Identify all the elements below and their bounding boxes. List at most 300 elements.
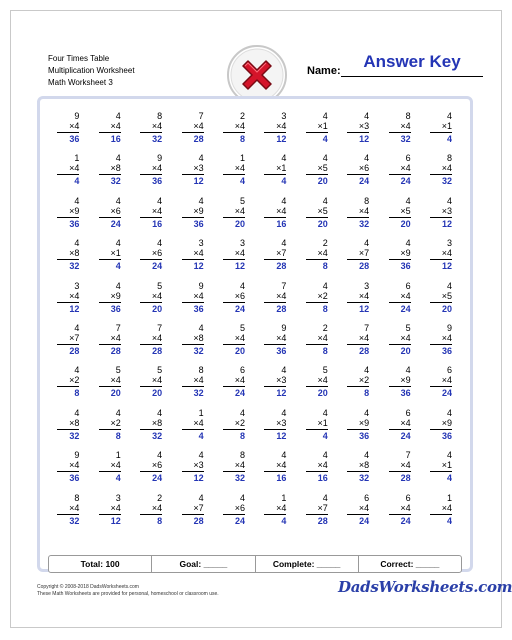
problem-answer: 16 bbox=[317, 473, 328, 484]
problem-multiplicand: 4 bbox=[198, 492, 204, 503]
problem-multiplicand: 4 bbox=[281, 365, 287, 376]
problem-item bbox=[214, 149, 255, 191]
problem-rule bbox=[182, 344, 204, 345]
problem-stack bbox=[347, 111, 369, 144]
problem-answer: 36 bbox=[441, 346, 452, 356]
title-line-1: Four Times Table bbox=[48, 54, 110, 63]
problem-item bbox=[338, 489, 379, 531]
problem-stack bbox=[306, 153, 328, 186]
problem-stack bbox=[306, 111, 328, 144]
problem-rule bbox=[306, 302, 328, 303]
problem-item bbox=[131, 404, 172, 446]
problem-answer: 36 bbox=[69, 134, 80, 144]
problem-multiplicand: 7 bbox=[157, 323, 163, 333]
problem-multiplicand: 9 bbox=[281, 323, 287, 333]
problem-stack bbox=[347, 493, 369, 526]
problem-item bbox=[214, 489, 255, 531]
problem-answer: 28 bbox=[110, 346, 121, 356]
problem-answer: 12 bbox=[193, 261, 204, 272]
problem-item bbox=[172, 361, 213, 403]
problem-multiplier: ×6 bbox=[358, 163, 370, 174]
problem-multiplier: ×4 bbox=[234, 375, 245, 386]
problem-multiplicand: 1 bbox=[74, 153, 80, 164]
problem-multiplier: ×8 bbox=[110, 163, 121, 174]
problem-stack bbox=[306, 493, 328, 526]
problem-item bbox=[421, 319, 462, 361]
problem-stack bbox=[182, 493, 204, 526]
problem-item bbox=[421, 107, 462, 149]
problem-rule bbox=[389, 174, 411, 175]
problem-multiplier: ×2 bbox=[234, 417, 245, 428]
problem-stack bbox=[182, 111, 204, 144]
problem-multiplicand: 4 bbox=[74, 365, 80, 376]
problem-multiplier: ×4 bbox=[358, 290, 370, 301]
summary-complete: Complete: _____ bbox=[256, 556, 359, 572]
problem-multiplier: ×4 bbox=[110, 375, 121, 386]
problem-answer: 24 bbox=[400, 303, 411, 314]
problem-stack bbox=[140, 238, 162, 271]
problem-item bbox=[255, 361, 296, 403]
problem-stack bbox=[306, 281, 328, 314]
problem-stack bbox=[430, 281, 452, 314]
problem-multiplier: ×8 bbox=[69, 417, 80, 428]
problem-item bbox=[172, 192, 213, 234]
problem-stack bbox=[57, 196, 79, 229]
problem-multiplier: ×4 bbox=[400, 121, 411, 131]
problem-rule bbox=[347, 386, 369, 387]
problem-answer: 20 bbox=[317, 218, 328, 229]
problem-multiplicand: 5 bbox=[239, 195, 245, 206]
problem-multiplicand: 4 bbox=[239, 492, 245, 503]
problem-answer: 4 bbox=[281, 515, 287, 526]
problem-stack bbox=[99, 408, 121, 441]
problem-multiplier: ×5 bbox=[400, 205, 411, 216]
problem-multiplier: ×4 bbox=[358, 333, 370, 343]
problem-answer: 8 bbox=[157, 515, 163, 526]
problem-stack bbox=[389, 196, 411, 229]
problem-rule bbox=[347, 514, 369, 515]
problem-rule bbox=[430, 429, 452, 430]
problem-answer: 28 bbox=[276, 303, 287, 314]
problem-item bbox=[89, 192, 130, 234]
problem-rule bbox=[223, 344, 245, 345]
problems-panel bbox=[37, 96, 473, 572]
problem-stack bbox=[264, 450, 286, 483]
problem-answer: 12 bbox=[276, 388, 287, 399]
problem-item bbox=[255, 107, 296, 149]
problem-item bbox=[131, 277, 172, 319]
problem-multiplicand: 9 bbox=[446, 323, 452, 333]
problem-stack bbox=[182, 281, 204, 314]
problem-answer: 20 bbox=[234, 346, 245, 356]
problem-rule bbox=[99, 132, 121, 133]
problem-item bbox=[89, 361, 130, 403]
problem-rule bbox=[57, 217, 79, 218]
problem-multiplicand: 9 bbox=[74, 111, 80, 121]
problem-stack bbox=[389, 365, 411, 398]
problem-rule bbox=[99, 344, 121, 345]
problem-stack bbox=[306, 323, 328, 356]
problem-stack bbox=[182, 323, 204, 356]
problem-stack bbox=[430, 238, 452, 271]
problem-item bbox=[89, 277, 130, 319]
problem-stack bbox=[389, 153, 411, 186]
problem-item bbox=[379, 319, 420, 361]
problem-multiplicand: 2 bbox=[322, 323, 328, 333]
problem-answer: 32 bbox=[152, 134, 163, 144]
problem-answer: 4 bbox=[239, 176, 245, 187]
problem-answer: 32 bbox=[69, 515, 80, 526]
problem-multiplier: ×8 bbox=[358, 460, 370, 471]
problem-multiplicand: 8 bbox=[405, 111, 411, 121]
problem-item bbox=[214, 107, 255, 149]
problem-multiplier: ×4 bbox=[110, 460, 121, 471]
problem-multiplicand: 4 bbox=[446, 195, 452, 206]
usage-notice: These Math Worksheets are provided for personal, homeschool or classroom use. bbox=[37, 591, 219, 597]
problem-multiplier: ×4 bbox=[276, 502, 287, 513]
problem-multiplicand: 1 bbox=[115, 450, 121, 461]
problem-stack bbox=[57, 238, 79, 271]
problem-stack bbox=[140, 111, 162, 144]
problem-multiplier: ×4 bbox=[276, 333, 287, 343]
problem-answer: 24 bbox=[234, 388, 245, 399]
problem-stack bbox=[99, 153, 121, 186]
problem-answer: 32 bbox=[69, 430, 80, 441]
problem-stack bbox=[264, 153, 286, 186]
problem-rule bbox=[223, 259, 245, 260]
problem-multiplicand: 4 bbox=[322, 407, 328, 418]
problem-rule bbox=[182, 302, 204, 303]
problem-rule bbox=[223, 132, 245, 133]
summary-goal: Goal: _____ bbox=[152, 556, 255, 572]
problem-multiplicand: 5 bbox=[322, 365, 328, 376]
problem-multiplier: ×2 bbox=[110, 417, 121, 428]
problem-multiplicand: 3 bbox=[74, 280, 80, 291]
problem-multiplicand: 4 bbox=[74, 407, 80, 418]
problem-stack bbox=[389, 450, 411, 483]
problem-multiplier: ×4 bbox=[400, 290, 411, 301]
problem-multiplicand: 4 bbox=[322, 492, 328, 503]
problem-rule bbox=[57, 174, 79, 175]
problem-rule bbox=[347, 344, 369, 345]
problem-item bbox=[255, 489, 296, 531]
problem-answer: 32 bbox=[152, 430, 163, 441]
problem-multiplicand: 3 bbox=[115, 492, 121, 503]
problem-multiplicand: 4 bbox=[322, 111, 328, 121]
problem-multiplicand: 4 bbox=[364, 111, 370, 121]
problem-answer: 4 bbox=[446, 134, 452, 144]
problem-multiplicand: 4 bbox=[281, 238, 287, 249]
problem-multiplicand: 9 bbox=[198, 280, 204, 291]
problem-rule bbox=[140, 174, 162, 175]
problem-answer: 12 bbox=[441, 218, 452, 229]
problem-multiplicand: 1 bbox=[198, 407, 204, 418]
problem-multiplicand: 4 bbox=[198, 450, 204, 461]
problem-rule bbox=[57, 386, 79, 387]
problem-stack bbox=[347, 153, 369, 186]
problem-stack bbox=[347, 408, 369, 441]
problem-multiplier: ×3 bbox=[276, 417, 287, 428]
problem-rule bbox=[140, 302, 162, 303]
problem-multiplier: ×4 bbox=[276, 290, 287, 301]
problem-rule bbox=[99, 217, 121, 218]
name-field bbox=[307, 52, 487, 78]
problem-rule bbox=[389, 302, 411, 303]
problem-answer: 28 bbox=[317, 515, 328, 526]
problem-item bbox=[172, 404, 213, 446]
problem-stack bbox=[430, 323, 452, 356]
problem-multiplicand: 4 bbox=[446, 450, 452, 461]
problem-multiplier: ×4 bbox=[400, 417, 411, 428]
name-label: Name: bbox=[307, 65, 341, 77]
problem-item bbox=[172, 234, 213, 276]
problem-stack bbox=[182, 196, 204, 229]
problem-rule bbox=[264, 344, 286, 345]
problem-item bbox=[89, 404, 130, 446]
problem-multiplier: ×4 bbox=[151, 333, 163, 343]
problem-stack bbox=[264, 238, 286, 271]
problem-rule bbox=[264, 217, 286, 218]
problem-answer: 28 bbox=[152, 346, 163, 356]
problem-stack bbox=[223, 281, 245, 314]
problem-answer: 28 bbox=[400, 473, 411, 484]
problem-stack bbox=[264, 281, 286, 314]
problem-stack bbox=[140, 450, 162, 483]
problem-rule bbox=[264, 259, 286, 260]
problem-stack bbox=[430, 153, 452, 186]
problem-rule bbox=[430, 386, 452, 387]
problem-rule bbox=[264, 471, 286, 472]
problem-multiplicand: 5 bbox=[157, 365, 163, 376]
problem-rule bbox=[99, 302, 121, 303]
problem-multiplicand: 2 bbox=[239, 111, 245, 121]
problem-multiplicand: 8 bbox=[239, 450, 245, 461]
problem-multiplicand: 3 bbox=[198, 238, 204, 249]
problem-multiplicand: 1 bbox=[239, 153, 245, 164]
problem-rule bbox=[347, 471, 369, 472]
problem-stack bbox=[264, 493, 286, 526]
problem-multiplier: ×4 bbox=[400, 163, 411, 174]
problem-rule bbox=[430, 514, 452, 515]
summary-total: Total: 100 bbox=[49, 556, 152, 572]
problem-rule bbox=[140, 344, 162, 345]
problem-multiplier: ×4 bbox=[151, 205, 163, 216]
problem-rule bbox=[306, 386, 328, 387]
problem-answer: 32 bbox=[400, 134, 411, 144]
problem-multiplicand: 4 bbox=[281, 153, 287, 164]
problem-answer: 28 bbox=[193, 134, 204, 144]
title-line-3: Math Worksheet 3 bbox=[48, 78, 113, 87]
problem-rule bbox=[389, 386, 411, 387]
problem-answer: 16 bbox=[110, 134, 121, 144]
problem-item bbox=[131, 107, 172, 149]
problem-multiplicand: 7 bbox=[198, 111, 204, 121]
problem-stack bbox=[99, 238, 121, 271]
problem-answer: 24 bbox=[441, 388, 452, 399]
problem-item bbox=[89, 319, 130, 361]
problem-multiplier: ×5 bbox=[441, 290, 452, 301]
problem-rule bbox=[306, 429, 328, 430]
problem-item bbox=[48, 361, 89, 403]
problem-multiplier: ×4 bbox=[317, 248, 328, 259]
problem-rule bbox=[99, 429, 121, 430]
problem-answer: 32 bbox=[110, 176, 121, 187]
problem-stack bbox=[306, 196, 328, 229]
problem-stack bbox=[99, 196, 121, 229]
problem-multiplier: ×9 bbox=[358, 417, 370, 428]
name-underline bbox=[341, 76, 483, 77]
problem-multiplier: ×4 bbox=[317, 375, 328, 386]
problem-multiplicand: 4 bbox=[198, 153, 204, 164]
problem-item bbox=[172, 319, 213, 361]
problem-rule bbox=[264, 386, 286, 387]
problem-item bbox=[421, 404, 462, 446]
problem-item bbox=[255, 277, 296, 319]
problem-item bbox=[131, 234, 172, 276]
problem-answer: 12 bbox=[193, 473, 204, 484]
problem-item bbox=[379, 192, 420, 234]
problem-multiplicand: 4 bbox=[74, 323, 80, 333]
problem-multiplier: ×3 bbox=[441, 205, 452, 216]
problem-multiplicand: 8 bbox=[157, 111, 163, 121]
problem-multiplier: ×9 bbox=[400, 375, 411, 386]
problem-item bbox=[131, 319, 172, 361]
problem-rule bbox=[389, 429, 411, 430]
problem-rule bbox=[57, 302, 79, 303]
problem-stack bbox=[306, 365, 328, 398]
problem-answer: 20 bbox=[441, 303, 452, 314]
problem-item bbox=[214, 234, 255, 276]
problem-answer: 12 bbox=[276, 134, 287, 144]
problem-rule bbox=[306, 259, 328, 260]
problem-answer: 8 bbox=[364, 388, 370, 399]
problem-stack bbox=[57, 365, 79, 398]
problem-rule bbox=[264, 132, 286, 133]
problem-multiplier: ×1 bbox=[441, 121, 452, 131]
problem-rule bbox=[223, 514, 245, 515]
problem-item bbox=[338, 234, 379, 276]
problem-multiplicand: 6 bbox=[405, 153, 411, 164]
problem-multiplier: ×4 bbox=[151, 163, 163, 174]
problem-rule bbox=[306, 174, 328, 175]
problem-item bbox=[48, 489, 89, 531]
problem-item bbox=[421, 192, 462, 234]
problem-rule bbox=[99, 471, 121, 472]
problem-stack bbox=[306, 238, 328, 271]
problem-stack bbox=[223, 111, 245, 144]
problem-item bbox=[131, 192, 172, 234]
problem-item bbox=[379, 489, 420, 531]
problem-multiplicand: 4 bbox=[364, 365, 370, 376]
problem-answer: 16 bbox=[152, 218, 163, 229]
problem-stack bbox=[57, 111, 79, 144]
problem-rule bbox=[347, 174, 369, 175]
problem-multiplier: ×7 bbox=[358, 248, 370, 259]
problem-multiplier: ×4 bbox=[110, 502, 121, 513]
copyright-text: Copyright © 2008-2018 DadsWorksheets.com bbox=[37, 584, 139, 590]
problem-multiplier: ×4 bbox=[69, 460, 80, 471]
problem-stack bbox=[347, 196, 369, 229]
problem-multiplicand: 7 bbox=[364, 323, 370, 333]
problem-item bbox=[89, 446, 130, 488]
problem-item bbox=[296, 234, 337, 276]
problem-stack bbox=[99, 493, 121, 526]
problem-stack bbox=[430, 408, 452, 441]
problem-stack bbox=[223, 153, 245, 186]
problem-stack bbox=[182, 238, 204, 271]
problem-answer: 20 bbox=[317, 388, 328, 399]
problem-stack bbox=[223, 493, 245, 526]
problem-stack bbox=[430, 450, 452, 483]
problem-item bbox=[48, 446, 89, 488]
problem-rule bbox=[99, 259, 121, 260]
problem-rule bbox=[57, 429, 79, 430]
problem-multiplicand: 4 bbox=[364, 238, 370, 249]
problem-stack bbox=[430, 493, 452, 526]
problem-answer: 36 bbox=[152, 176, 163, 187]
problem-answer: 28 bbox=[359, 346, 370, 356]
problem-multiplicand: 3 bbox=[364, 280, 370, 291]
problem-item bbox=[338, 319, 379, 361]
problem-answer: 36 bbox=[441, 430, 452, 441]
problem-stack bbox=[389, 493, 411, 526]
problem-multiplier: ×8 bbox=[69, 248, 80, 259]
problem-multiplicand: 4 bbox=[157, 407, 163, 418]
problem-answer: 20 bbox=[152, 303, 163, 314]
problem-rule bbox=[99, 514, 121, 515]
problem-item bbox=[214, 277, 255, 319]
problem-rule bbox=[57, 344, 79, 345]
problem-answer: 24 bbox=[234, 303, 245, 314]
problem-item bbox=[255, 149, 296, 191]
problem-answer: 20 bbox=[234, 218, 245, 229]
problem-multiplier: ×6 bbox=[151, 248, 163, 259]
problem-multiplier: ×4 bbox=[317, 333, 328, 343]
problem-multiplier: ×1 bbox=[276, 163, 287, 174]
problem-multiplicand: 4 bbox=[322, 153, 328, 164]
problem-stack bbox=[306, 450, 328, 483]
problem-stack bbox=[223, 238, 245, 271]
problem-rule bbox=[306, 344, 328, 345]
problem-multiplier: ×4 bbox=[69, 502, 80, 513]
problem-multiplier: ×4 bbox=[234, 248, 245, 259]
problem-multiplier: ×4 bbox=[193, 417, 204, 428]
problem-stack bbox=[140, 196, 162, 229]
problem-multiplier: ×2 bbox=[317, 290, 328, 301]
problem-item bbox=[379, 446, 420, 488]
problem-multiplicand: 7 bbox=[281, 280, 287, 291]
problem-answer: 8 bbox=[322, 303, 328, 314]
problem-stack bbox=[140, 408, 162, 441]
problem-rule bbox=[306, 132, 328, 133]
problem-multiplier: ×4 bbox=[358, 205, 370, 216]
problem-stack bbox=[223, 450, 245, 483]
problem-multiplier: ×4 bbox=[151, 502, 163, 513]
problem-multiplier: ×4 bbox=[400, 502, 411, 513]
problem-answer: 20 bbox=[152, 388, 163, 399]
problem-stack bbox=[264, 111, 286, 144]
problem-item bbox=[338, 361, 379, 403]
problem-answer: 12 bbox=[359, 303, 370, 314]
problem-item bbox=[131, 489, 172, 531]
problem-multiplicand: 4 bbox=[198, 323, 204, 333]
problem-multiplicand: 6 bbox=[405, 280, 411, 291]
problem-item bbox=[48, 404, 89, 446]
problem-multiplier: ×4 bbox=[441, 375, 452, 386]
problem-answer: 12 bbox=[193, 176, 204, 187]
problem-stack bbox=[182, 365, 204, 398]
problem-answer: 24 bbox=[234, 515, 245, 526]
